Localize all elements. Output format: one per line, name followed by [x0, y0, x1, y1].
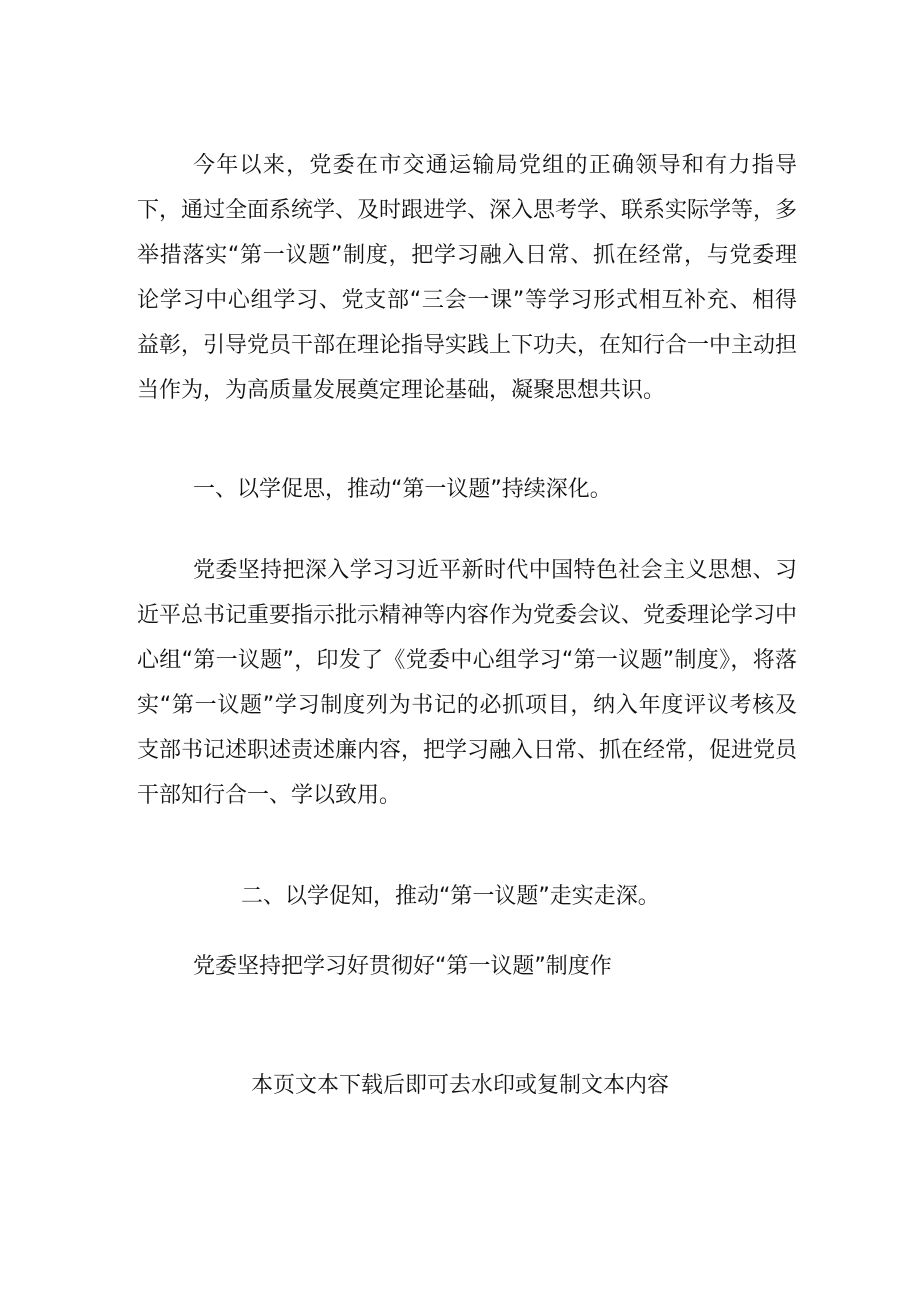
intro-paragraph: 今年以来，党委在市交通运输局党组的正确领导和有力指导下，通过全面系统学、及时跟进学、深入思考学、联系实际学等，多举措落实“第一议题”制度，把学习融入日常、抓在经常，与党委理论学习中心组学习、党支部“三会一课”等学习形式相互补充、相得益彰，引导党员干部在理论指导实践上下功夫，在知行合一中主动担当作为，为高质量发展奠定理论基础，凝聚思想共识。 [137, 153, 798, 403]
section-heading-2: 二、以学促知，推动“第一议题”走实走深。 [241, 884, 660, 909]
section-2-paragraph: 党委坚持把学习好贯彻好“第一议题”制度作 [193, 954, 612, 979]
download-watermark-note: 本页文本下载后即可去水印或复制文本内容 [250, 1073, 669, 1098]
section-1-paragraph: 党委坚持把深入学习习近平新时代中国特色社会主义思想、习近平总书记重要指示批示精神等内容作为党委会议、党委理论学习中心组“第一议题”，印发了《党委中心组学习“第一议题”制度》，将落实“第一议题”学习制度列为书记的必抓项目，纳入年度评议考核及支部书记述职述责述廉内容，把学习融入日常、抓在经常，促进党员干部知行合一、学以致用。 [137, 558, 798, 808]
section-heading-1: 一、以学促思，推动“第一议题”持续深化。 [193, 477, 612, 502]
